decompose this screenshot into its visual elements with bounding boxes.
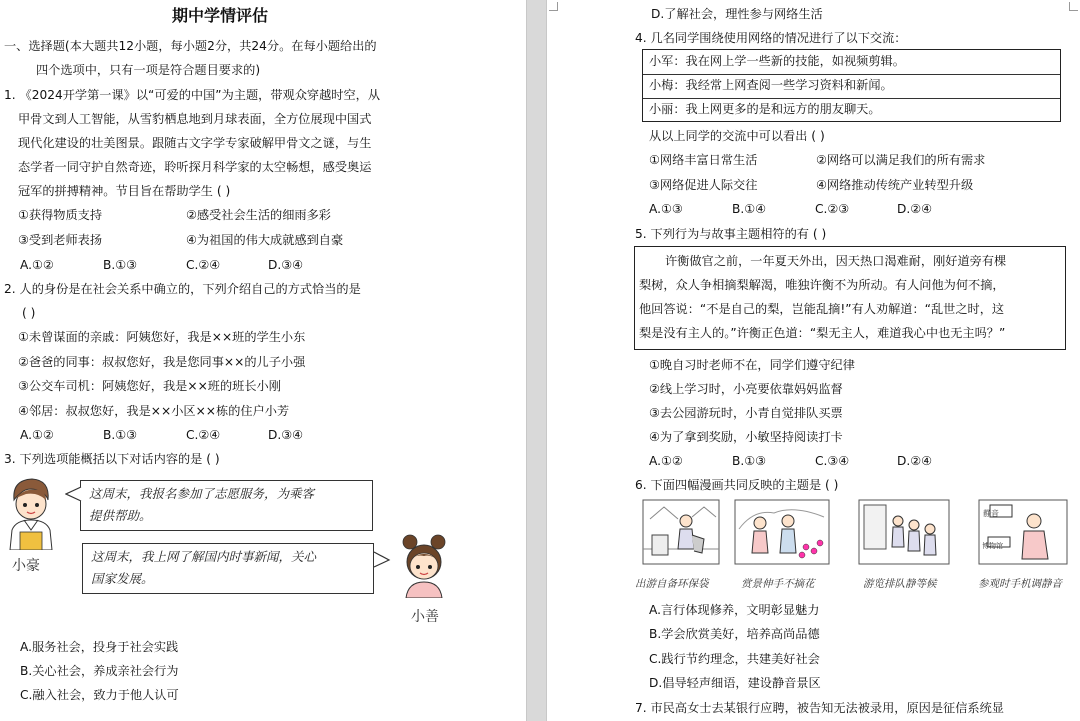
q1-choice-d[interactable]: D.③④ [268,258,304,272]
boy-illustration [2,474,60,550]
exam-title: 期中学情评估 [172,6,269,25]
page-gutter [526,0,547,721]
q5-item: ②线上学习时，小亮要依靠妈妈监督 [649,382,843,396]
sign-museum: 博物馆 [982,542,1003,550]
q1-stem-line: 甲骨文到人工智能，从雪豹栖息地到月球表面，全方位展现中国式 [18,112,372,126]
q2-item: ③公交车司机：阿姨您好，我是××班的班长小刚 [18,379,281,393]
section-heading-cont: 四个选项中，只有一项是符合题目要求的) [36,63,261,77]
comic-caption: 出游自备环保袋 [635,578,709,590]
q6-choice-c[interactable]: C.践行节约理念，共建美好社会 [649,652,820,666]
q4-item: ③网络促进人际交往 [649,178,758,192]
bubble2-pointer [373,551,391,569]
q6-choice-a[interactable]: A.言行体现修养，文明彰显魅力 [649,603,820,617]
q4-item: ④网络推动传统产业转型升级 [816,178,974,192]
q2-item: ④邻居：叔叔您好，我是××小区××栋的住户小芳 [18,404,290,418]
q7-stem: 7. 市民高女士去某银行应聘，被告知无法被录用，原因是征信系统显 [635,701,1004,715]
comic-caption: 游览排队静等候 [863,578,937,590]
q5-choice-a[interactable]: A.①② [649,454,683,468]
speech-bubble-1 [80,480,373,531]
bubble2-line: 国家发展。 [91,571,154,586]
q1-choice-a[interactable]: A.①② [20,258,54,272]
q5-story-box [634,246,1066,350]
comic-flowers [734,499,830,565]
q6-choice-d[interactable]: D.倡导轻声细语，建设静音景区 [649,676,821,690]
q5-story-line: 他回答说：“不是自己的梨，岂能乱摘!”有人劝解道：“乱世之时，这 [639,302,1005,316]
q1-item: ④为祖国的伟大成就感到自豪 [186,233,344,247]
left-page [0,0,526,721]
q2-choice-c[interactable]: C.②④ [186,428,221,442]
q4-dialogue-line: 小丽：我上网更多的是和远方的朋友聊天。 [649,102,881,116]
q5-story-line: 许衡做官之前，一年夏天外出，因天热口渴难耐，刚好道旁有棵 [665,254,1007,268]
q1-choice-b[interactable]: B.①③ [103,258,138,272]
q3-choice-d[interactable]: D.了解社会，理性参与网络生活 [651,7,823,21]
divider [643,98,1060,99]
q2-choice-d[interactable]: D.③④ [268,428,304,442]
q4-choice-a[interactable]: A.①③ [649,202,683,216]
comic-eco-bag [642,499,720,565]
q3-choice-a[interactable]: A.服务社会，投身于社会实践 [20,640,179,654]
sign-silent: 静音 [983,509,999,518]
q2-stem-line: ( ) [22,306,36,320]
q2-item: ②爸爸的同事：叔叔您好，我是您同事××的儿子小强 [18,355,306,369]
q5-stem: 5. 下列行为与故事主题相符的有 ( ) [635,227,827,241]
q4-dialogue-line: 小梅：我经常上网查阅一些学习资料和新闻。 [649,78,893,92]
name-xiaohao: 小豪 [12,558,40,574]
q4-choice-c[interactable]: C.②③ [815,202,850,216]
q4-stem: 4. 几名同学围绕使用网络的情况进行了以下交流： [635,31,907,45]
q1-stem-line: 1. 《2024开学第一课》以“可爱的中国”为主题，带观众穿越时空，从 [4,88,381,102]
q2-choice-a[interactable]: A.①② [20,428,54,442]
q1-stem-line: 态学者一同守护自然奇迹，聆听探月科学家的太空畅想，感受奥运 [18,160,372,174]
q5-item: ①晚自习时老师不在，同学们遵守纪律 [649,358,855,372]
q3-choice-b[interactable]: B.关心社会，养成亲社会行为 [20,664,179,678]
q5-story-line: 梨树，众人争相摘梨解渴，唯独许衡不为所动。有人问他为何不摘， [639,278,1005,292]
q3-choice-c[interactable]: C.融入社会，致力于他人认可 [20,688,179,702]
q2-item: ①未曾谋面的亲戚：阿姨您好，我是××班的学生小东 [18,330,306,344]
q5-choice-d[interactable]: D.②④ [897,454,933,468]
q6-choice-b[interactable]: B.学会欣赏美好，培养高尚品德 [649,627,820,641]
girl-illustration [396,532,452,598]
q1-stem-line: 冠军的拼搏精神。节目旨在帮助学生 ( ) [18,184,231,198]
q4-item: ①网络丰富日常生活 [649,153,758,167]
crop-mark [1069,2,1078,11]
q4-dialogue-box [642,49,1061,122]
bubble2-line: 这周末，我上网了解国内时事新闻，关心 [91,549,317,564]
comic-caption: 赏景伸手不摘花 [741,578,815,590]
q4-item: ②网络可以满足我们的所有需求 [816,153,986,167]
name-xiaoshan: 小善 [411,609,439,625]
q4-lead: 从以上同学的交流中可以看出 ( ) [649,129,825,143]
crop-mark [549,2,558,11]
q1-choice-c[interactable]: C.②④ [186,258,221,272]
speech-bubble-2 [82,543,374,594]
q6-stem: 6. 下面四幅漫画共同反映的主题是 ( ) [635,478,839,492]
q3-stem: 3. 下列选项能概括以下对话内容的是 ( ) [4,452,220,466]
q4-choice-b[interactable]: B.①④ [732,202,767,216]
bubble1-pointer [65,486,82,502]
right-page [547,0,1080,721]
q2-stem-line: 2. 人的身份是在社会关系中确立的，下列介绍自己的方式恰当的是 [4,282,361,296]
q1-item: ②感受社会生活的细雨多彩 [186,208,331,222]
q1-stem-line: 现代化建设的壮美图景。跟随古文字学专家破解甲骨文之谜，与生 [18,136,372,150]
bubble1-line: 这周末，我报名参加了志愿服务，为乘客 [89,486,315,501]
q4-dialogue-line: 小军：我在网上学一些新的技能，如视频剪辑。 [649,54,905,68]
q5-choice-c[interactable]: C.③④ [815,454,850,468]
bubble1-line: 提供帮助。 [89,508,152,523]
q4-choice-d[interactable]: D.②④ [897,202,933,216]
q2-choice-b[interactable]: B.①③ [103,428,138,442]
q1-item: ①获得物质支持 [18,208,103,222]
q1-item: ③受到老师表扬 [18,233,103,247]
section-heading: 一、选择题(本大题共12小题，每小题2分，共24分。在每小题给出的 [4,39,377,53]
q5-choice-b[interactable]: B.①③ [732,454,767,468]
divider [643,74,1060,75]
q5-story-line: 梨是没有主人的。”许衡正色道：“梨无主人，难道我心中也无主吗？” [639,326,1006,340]
comic-caption: 参观时手机调静音 [978,578,1062,590]
q5-item: ④为了拿到奖励，小敏坚持阅读打卡 [649,430,843,444]
q5-item: ③去公园游玩时，小青自觉排队买票 [649,406,843,420]
comic-queue [858,499,950,565]
